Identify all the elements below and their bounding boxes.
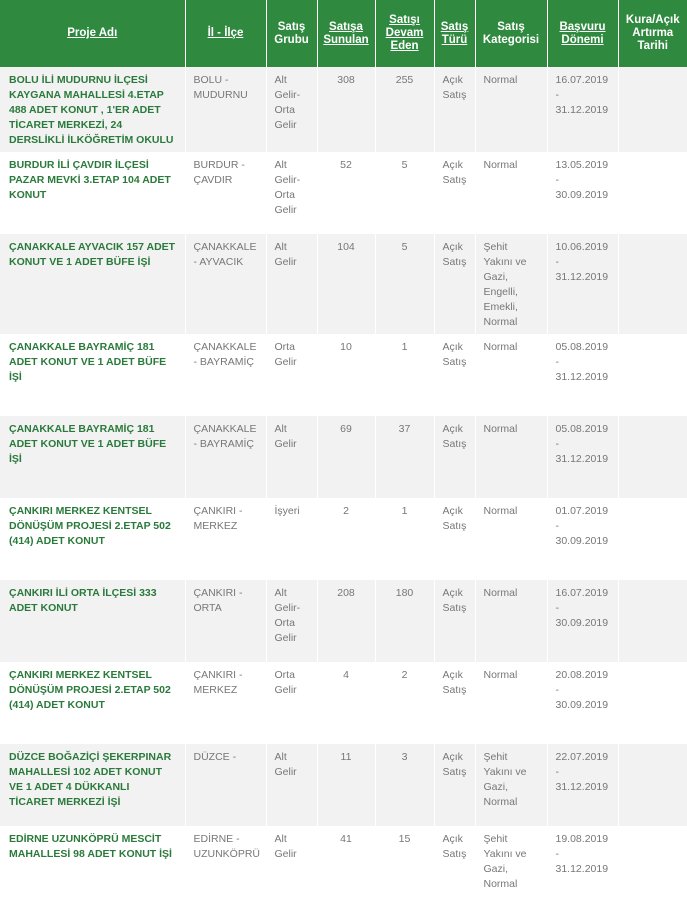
sort-satisi-devam-eden-link[interactable]: Satışı Devam Eden <box>385 14 424 52</box>
project-category: Normal <box>475 498 547 580</box>
project-name: ÇANAKKALE BAYRAMİÇ 181 ADET KONUT VE 1 ADET BÜFE İŞİ <box>0 334 185 416</box>
project-name: ÇANAKKALE AYVACIK 157 ADET KONUT VE 1 ADET BÜFE İŞİ <box>0 234 185 334</box>
table-row <box>0 334 687 416</box>
project-location: BOLU - MUDURNU <box>185 67 266 152</box>
project-location: BURDUR - ÇAVDIR <box>185 152 266 234</box>
project-offered: 208 <box>317 580 375 662</box>
project-ongoing: 2 <box>375 662 434 744</box>
project-ongoing: 255 <box>375 67 434 152</box>
project-ongoing: 15 <box>375 826 434 908</box>
table-row <box>0 498 687 580</box>
project-date <box>618 580 687 662</box>
project-location: ÇANAKKALE - BAYRAMİÇ <box>185 416 266 498</box>
project-offered: 11 <box>317 744 375 826</box>
project-type: Açık Satış <box>434 416 475 498</box>
project-period: 19.08.2019 - 31.12.2019 <box>547 826 618 908</box>
project-name: ÇANKIRI MERKEZ KENTSEL DÖNÜŞÜM PROJESİ 2.ETAP 502 (414) ADET KONUT <box>0 662 185 744</box>
project-category: Normal <box>475 334 547 416</box>
project-location: EDİRNE - UZUNKÖPRÜ <box>185 826 266 908</box>
project-ongoing: 1 <box>375 334 434 416</box>
project-period: 05.08.2019 - 31.12.2019 <box>547 416 618 498</box>
project-type: Açık Satış <box>434 826 475 908</box>
project-group: Alt Gelir <box>266 416 317 498</box>
project-ongoing: 180 <box>375 580 434 662</box>
project-ongoing: 5 <box>375 152 434 234</box>
project-category: Normal <box>475 152 547 234</box>
project-offered: 2 <box>317 498 375 580</box>
project-period: 10.06.2019 - 31.12.2019 <box>547 234 618 334</box>
project-name: ÇANKIRI MERKEZ KENTSEL DÖNÜŞÜM PROJESİ 2.ETAP 502 (414) ADET KONUT <box>0 498 185 580</box>
header-satis-kategorisi: Satış Kategorisi <box>475 0 547 67</box>
project-type: Açık Satış <box>434 580 475 662</box>
project-name: DÜZCE BOĞAZİÇİ ŞEKERPINAR MAHALLESİ 102 ADET KONUT VE 1 ADET 4 DÜKKANLI TİCARET MERKEZİ İŞİ <box>0 744 185 826</box>
project-date <box>618 662 687 744</box>
project-group: Alt Gelir-Orta Gelir <box>266 152 317 234</box>
sort-satis-turu-link[interactable]: Satış Türü <box>440 20 469 46</box>
project-type: Açık Satış <box>434 334 475 416</box>
project-date <box>618 744 687 826</box>
table-row <box>0 67 687 152</box>
project-period: 13.05.2019 - 30.09.2019 <box>547 152 618 234</box>
project-name: EDİRNE UZUNKÖPRÜ MESCİT MAHALLESİ 98 ADET KONUT İŞİ <box>0 826 185 908</box>
project-date <box>618 234 687 334</box>
project-date <box>618 498 687 580</box>
project-offered: 104 <box>317 234 375 334</box>
table-row <box>0 580 687 662</box>
project-group: Alt Gelir-Orta Gelir <box>266 580 317 662</box>
project-period: 01.07.2019 - 30.09.2019 <box>547 498 618 580</box>
project-category: Normal <box>475 580 547 662</box>
table-header-row <box>0 0 687 67</box>
project-group: Orta Gelir <box>266 334 317 416</box>
project-date <box>618 67 687 152</box>
header-kura-tarihi: Kura/Açık Artırma Tarihi <box>618 0 687 67</box>
project-name: ÇANKIRI İLİ ORTA İLÇESİ 333 ADET KONUT <box>0 580 185 662</box>
project-period: 20.08.2019 - 30.09.2019 <box>547 662 618 744</box>
project-location: ÇANAKKALE - AYVACIK <box>185 234 266 334</box>
header-il-ilce[interactable] <box>185 0 266 67</box>
table-row <box>0 744 687 826</box>
project-category: Şehit Yakını ve Gazi, Engelli, Emekli, Normal <box>475 234 547 334</box>
project-date <box>618 152 687 234</box>
project-offered: 4 <box>317 662 375 744</box>
project-group: Orta Gelir <box>266 662 317 744</box>
project-ongoing: 3 <box>375 744 434 826</box>
header-basvuru-donemi[interactable] <box>547 0 618 67</box>
project-location: ÇANAKKALE - BAYRAMİÇ <box>185 334 266 416</box>
project-type: Açık Satış <box>434 152 475 234</box>
project-offered: 41 <box>317 826 375 908</box>
sort-il-ilce-link[interactable]: İl - İlçe <box>207 27 244 39</box>
project-period: 16.07.2019 - 31.12.2019 <box>547 67 618 152</box>
project-ongoing: 37 <box>375 416 434 498</box>
project-type: Açık Satış <box>434 744 475 826</box>
project-type: Açık Satış <box>434 662 475 744</box>
project-name: BOLU İLİ MUDURNU İLÇESİ KAYGANA MAHALLESİ 4.ETAP 488 ADET KONUT , 1'ER ADET TİCARET MERKEZİ, 24 DERSLİKLİ İLKÖĞRETİM OKULU <box>0 67 185 152</box>
project-group: Alt Gelir <box>266 744 317 826</box>
project-ongoing: 1 <box>375 498 434 580</box>
project-date <box>618 826 687 908</box>
project-name: ÇANAKKALE BAYRAMİÇ 181 ADET KONUT VE 1 ADET BÜFE İŞİ <box>0 416 185 498</box>
table-row <box>0 152 687 234</box>
project-offered: 308 <box>317 67 375 152</box>
sort-basvuru-donemi-link[interactable]: Başvuru Dönemi <box>559 20 606 46</box>
project-type: Açık Satış <box>434 67 475 152</box>
project-group: Alt Gelir <box>266 826 317 908</box>
project-period: 05.08.2019 - 31.12.2019 <box>547 334 618 416</box>
project-type: Açık Satış <box>434 498 475 580</box>
project-date <box>618 416 687 498</box>
project-category: Şehit Yakını ve Gazi, Normal <box>475 826 547 908</box>
header-satis-turu[interactable] <box>434 0 475 67</box>
project-name: BURDUR İLİ ÇAVDIR İLÇESİ PAZAR MEVKİ 3.ETAP 104 ADET KONUT <box>0 152 185 234</box>
table-row <box>0 826 687 908</box>
header-satisa-sunulan[interactable] <box>317 0 375 67</box>
table-row <box>0 234 687 334</box>
project-category: Normal <box>475 416 547 498</box>
project-category: Şehit Yakını ve Gazi, Normal <box>475 744 547 826</box>
project-group: Alt Gelir-Orta Gelir <box>266 67 317 152</box>
project-offered: 10 <box>317 334 375 416</box>
project-type: Açık Satış <box>434 234 475 334</box>
project-group: Alt Gelir <box>266 234 317 334</box>
project-period: 16.07.2019 - 30.09.2019 <box>547 580 618 662</box>
project-offered: 52 <box>317 152 375 234</box>
header-satisi-devam-eden[interactable] <box>375 0 434 67</box>
header-satis-grubu: Satış Grubu <box>266 0 317 67</box>
project-location: ÇANKIRI - MERKEZ <box>185 662 266 744</box>
sort-satisa-sunulan-link[interactable]: Satışa Sunulan <box>323 20 369 46</box>
project-category: Normal <box>475 662 547 744</box>
project-offered: 69 <box>317 416 375 498</box>
header-proje-adi[interactable] <box>0 0 185 67</box>
table-row <box>0 662 687 744</box>
project-period: 22.07.2019 - 31.12.2019 <box>547 744 618 826</box>
project-location: ÇANKIRI - MERKEZ <box>185 498 266 580</box>
sort-proje-adi-link[interactable]: Proje Adı <box>67 27 118 39</box>
project-ongoing: 5 <box>375 234 434 334</box>
project-date <box>618 334 687 416</box>
table-row <box>0 416 687 498</box>
project-location: ÇANKIRI - ORTA <box>185 580 266 662</box>
project-group: İşyeri <box>266 498 317 580</box>
project-category: Normal <box>475 67 547 152</box>
project-location: DÜZCE - <box>185 744 266 826</box>
